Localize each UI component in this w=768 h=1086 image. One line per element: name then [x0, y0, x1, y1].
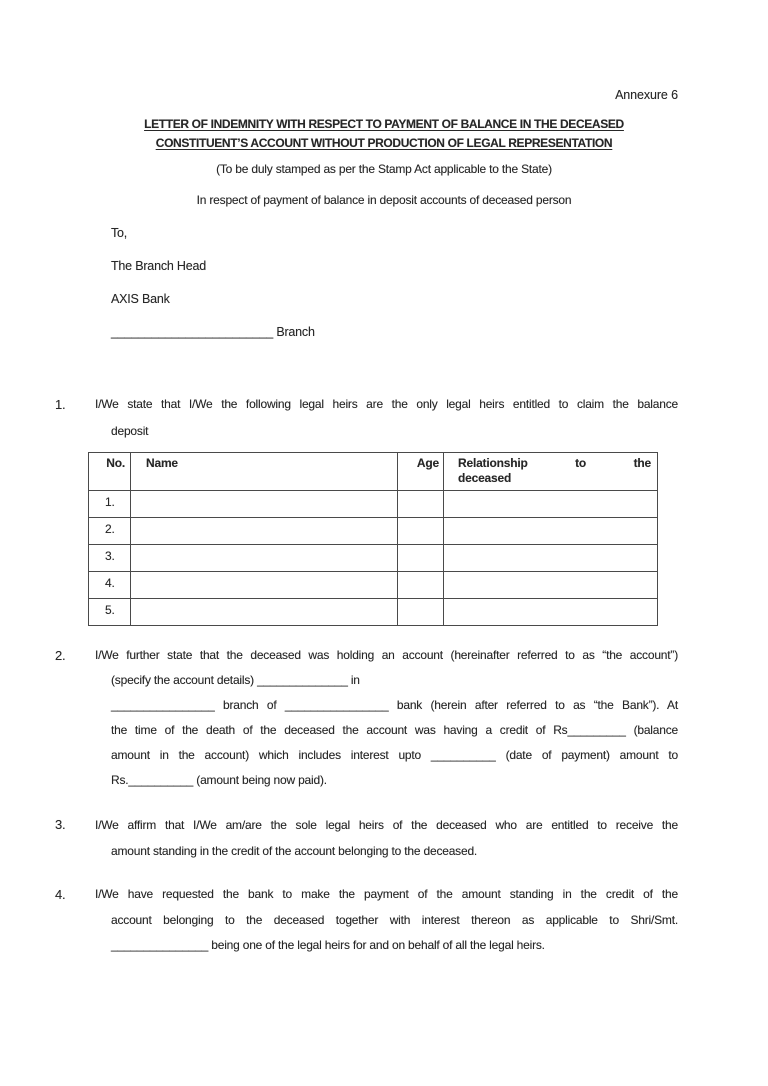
heir-age-cell	[398, 599, 444, 626]
heirs-table-header-relationship	[444, 453, 658, 491]
heir-relationship-cell	[444, 599, 658, 626]
heir-name-cell	[131, 545, 398, 572]
heir-age-cell	[398, 491, 444, 518]
clause-1-number: 1.	[55, 397, 66, 412]
heirs-table-header-row	[89, 453, 658, 491]
clause-4-line: I/We have requested the bank to make the payment of the amount standing in the credit of the	[95, 887, 678, 901]
heirs-table-header-relationship-line2: deceased	[458, 471, 512, 485]
clause-2	[55, 643, 678, 793]
heirs-table-header-age: Age	[398, 453, 444, 491]
heirs-table-header-name: Name	[131, 453, 398, 491]
document-title	[50, 115, 718, 152]
clause-3	[55, 812, 678, 864]
heirs-table-row	[89, 518, 658, 545]
clause-3-line: I/We affirm that I/We am/are the sole legal heirs of the deceased who are entitled to receive the	[95, 818, 678, 832]
clause-2-line: the time of the death of the deceased the account was having a credit of Rs_________ (balance	[111, 723, 678, 737]
document-title-line2: CONSTITUENT’S ACCOUNT WITHOUT PRODUCTION OF LEGAL REPRESENTATION	[155, 135, 613, 150]
heir-row-number: 4.	[89, 572, 131, 599]
address-branch-blank-line: ________________________ Branch	[111, 325, 315, 339]
stamp-instruction: (To be duly stamped as per the Stamp Act applicable to the State)	[216, 162, 552, 176]
heir-name-cell	[131, 599, 398, 626]
heirs-table-row	[89, 599, 658, 626]
heir-name-cell	[131, 572, 398, 599]
address-to: To,	[111, 226, 128, 240]
clause-2-line: Rs.__________ (amount being now paid).	[111, 773, 327, 787]
clause-4-line: _______________ being one of the legal heirs for and on behalf of all the legal heirs.	[111, 938, 545, 952]
heir-row-number: 1.	[89, 491, 131, 518]
clause-2-line: ________________ branch of ________________ bank (herein after referred to as “the Bank”). At	[111, 698, 678, 712]
heirs-table-row	[89, 572, 658, 599]
clause-2-line: amount in the account) which includes interest upto __________ (date of payment) amount to	[111, 748, 678, 762]
clause-4-number: 4.	[55, 887, 66, 902]
clause-4	[55, 882, 678, 959]
heir-relationship-cell	[444, 518, 658, 545]
clause-3-number: 3.	[55, 817, 66, 832]
clause-1-line: deposit	[111, 424, 149, 438]
document-title-line1: LETTER OF INDEMNITY WITH RESPECT TO PAYMENT OF BALANCE IN THE DECEASED	[144, 117, 624, 131]
heirs-table-header-no: No.	[89, 453, 131, 491]
heir-row-number: 3.	[89, 545, 131, 572]
address-block	[111, 226, 315, 358]
clause-3-line: amount standing in the credit of the account belonging to the deceased.	[111, 844, 478, 858]
annexure-label: Annexure 6	[615, 88, 678, 102]
heir-relationship-cell	[444, 491, 658, 518]
clause-2-line: (specify the account details) ______________ in	[111, 673, 360, 687]
heir-age-cell	[398, 545, 444, 572]
heir-name-cell	[131, 491, 398, 518]
heir-name-cell	[131, 518, 398, 545]
heirs-table-header-relationship-line1: Relationship to the	[458, 456, 651, 470]
heirs-table	[88, 452, 658, 626]
heir-relationship-cell	[444, 572, 658, 599]
clause-2-line: I/We further state that the deceased was holding an account (hereinafter referred to as “the account”)	[95, 648, 678, 662]
clause-1	[55, 391, 678, 445]
address-bank-name: AXIS Bank	[111, 292, 170, 306]
clause-2-number: 2.	[55, 648, 66, 663]
clause-4-line: account belonging to the deceased together with interest thereon as applicable to Shri/Smt.	[111, 912, 678, 927]
heir-row-number: 5.	[89, 599, 131, 626]
address-recipient: The Branch Head	[111, 259, 206, 273]
heirs-table-row	[89, 491, 658, 518]
subject-line: In respect of payment of balance in deposit accounts of deceased person	[196, 193, 572, 207]
heirs-table-row	[89, 545, 658, 572]
heir-age-cell	[398, 572, 444, 599]
heir-row-number: 2.	[89, 518, 131, 545]
heir-age-cell	[398, 518, 444, 545]
heir-relationship-cell	[444, 545, 658, 572]
clause-1-line: I/We state that I/We the following legal heirs are the only legal heirs entitled to claim the balance	[95, 397, 678, 411]
